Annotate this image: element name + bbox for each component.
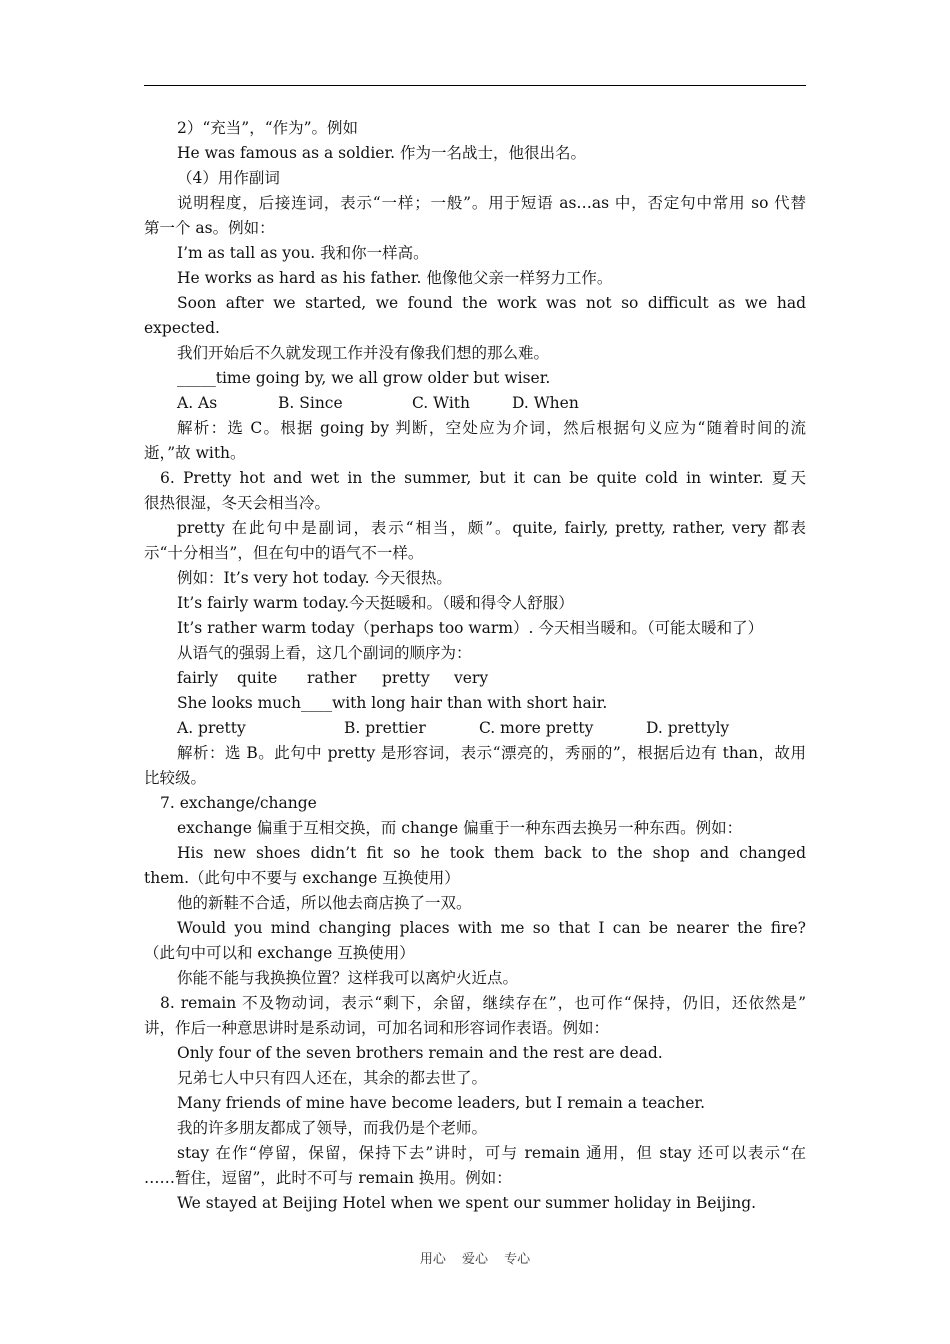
option: A. pretty [177,719,246,737]
adverb-word: rather [307,669,357,687]
option: C. more pretty [479,719,594,737]
answer-explanation: 比较级。 [144,769,207,787]
footer-word: 用心 [419,1252,446,1267]
translation: 他的新鞋不合适，所以他去商店换了一双。 [177,894,472,912]
translation: 兄弟七人中只有四人还在，其余的都去世了。 [177,1069,488,1087]
adverb-order [144,666,806,691]
exercise-question: _____time going by, we all grow older but wiser. [177,369,551,387]
exercise-options [144,391,806,416]
example-sentence: Only four of the seven brothers remain and the rest are dead. [177,1044,663,1062]
option: D. When [512,394,579,412]
option: C. With [412,394,470,412]
example-sentence: Would you mind changing places with me so that I can be nearer the fire? [177,919,806,937]
exercise-question: She looks much____with long hair than with short hair. [177,694,608,712]
translation: 很热很湿，冬天会相当冷。 [144,494,331,512]
translation: 我的许多朋友都成了领导，而我仍是个老师。 [177,1119,488,1137]
text-line: 从语气的强弱上看，这几个副词的顺序为： [177,644,472,662]
example-sentence: We stayed at Beijing Hotel when we spent our summer holiday in Beijing. [177,1194,757,1212]
example-sentence: It’s rather warm today（perhaps too warm）. 今天相当暖和。（可能太暖和了） [177,619,764,637]
text-line: stay 在作“停留，保留，保持下去”讲时，可与 remain 通用，但 stay 还可以表示“在 [177,1144,806,1162]
section-heading: （4）用作副词 [177,169,280,187]
example-sentence: It’s fairly warm today.今天挺暖和。（暖和得令人舒服） [177,594,574,612]
text-line: exchange 偏重于互相交换，而 change 偏重于一种东西去换另一种东西。例如： [177,819,743,837]
example-sentence: 例如：It’s very hot today. 今天很热。 [177,569,452,587]
example-sentence: them.（此句中不要与 exchange 互换使用） [144,869,460,887]
answer-explanation: 解析：选 C。根据 going by 判断，空处应为介词，然后根据句义应为“随着时间的流 [177,419,806,437]
translation: 你能不能与我换换位置？这样我可以离炉火近点。 [177,969,519,987]
adverb-word: very [454,669,489,687]
footer-word: 爱心 [461,1252,488,1267]
text-line: 讲，作后一种意思讲时是系动词，可加名词和形容词作表语。例如： [144,1019,610,1037]
answer-explanation: 解析：选 B。此句中 pretty 是形容词，表示“漂亮的，秀丽的”，根据后边有 than，故用 [177,744,806,762]
document-body [144,116,806,1216]
text-line: （此句中可以和 exchange 互换使用） [144,944,415,962]
text-line: pretty 在此句中是副词，表示“相当，颇”。quite, fairly, pretty, rather, very 都表 [177,519,806,537]
option: D. prettyly [646,719,730,737]
text-line: 说明程度，后接连词，表示“一样；一般”。用于短语 as…as 中，否定句中常用 so 代替 [177,194,806,212]
text-line: 2）“充当”，“作为”。例如 [177,119,359,137]
translation: 我们开始后不久就发现工作并没有像我们想的那么难。 [177,344,550,362]
item-heading: 8. remain 不及物动词，表示“剩下，余留，继续存在”，也可作“保持，仍旧，还依然是” [160,994,806,1012]
item-heading: 7. exchange/change [160,794,317,812]
example-sentence: Soon after we started, we found the work was not so difficult as we had [177,294,806,312]
example-sentence: Many friends of mine have become leaders, but I remain a teacher. [177,1094,706,1112]
footer-word: 专心 [504,1252,531,1267]
adverb-word: pretty [382,669,430,687]
text-line: 第一个 as。例如： [144,219,275,237]
text-line: ……暂住，逗留”，此时不可与 remain 换用。例如： [144,1169,512,1187]
page-footer [0,1248,950,1267]
example-sentence: I’m as tall as you. 我和你一样高。 [177,244,429,262]
adverb-word: quite [237,669,278,687]
option: B. prettier [344,719,426,737]
exercise-options [144,716,806,741]
adverb-word: fairly [177,669,219,687]
text-line: He was famous as a soldier. 作为一名战士，他很出名。 [177,144,587,162]
header-rule [144,85,806,86]
option: B. Since [278,394,343,412]
item-heading: 6. Pretty hot and wet in the summer, but it can be quite cold in winter. 夏天 [160,469,806,487]
example-sentence: expected. [144,319,220,337]
option: A. As [177,394,218,412]
example-sentence: He works as hard as his father. 他像他父亲一样努力工作。 [177,269,613,287]
example-sentence: His new shoes didn’t fit so he took them back to the shop and changed [177,844,806,862]
text-line: 示“十分相当”，但在句中的语气不一样。 [144,544,424,562]
answer-explanation: 逝，”故 with。 [144,444,246,462]
